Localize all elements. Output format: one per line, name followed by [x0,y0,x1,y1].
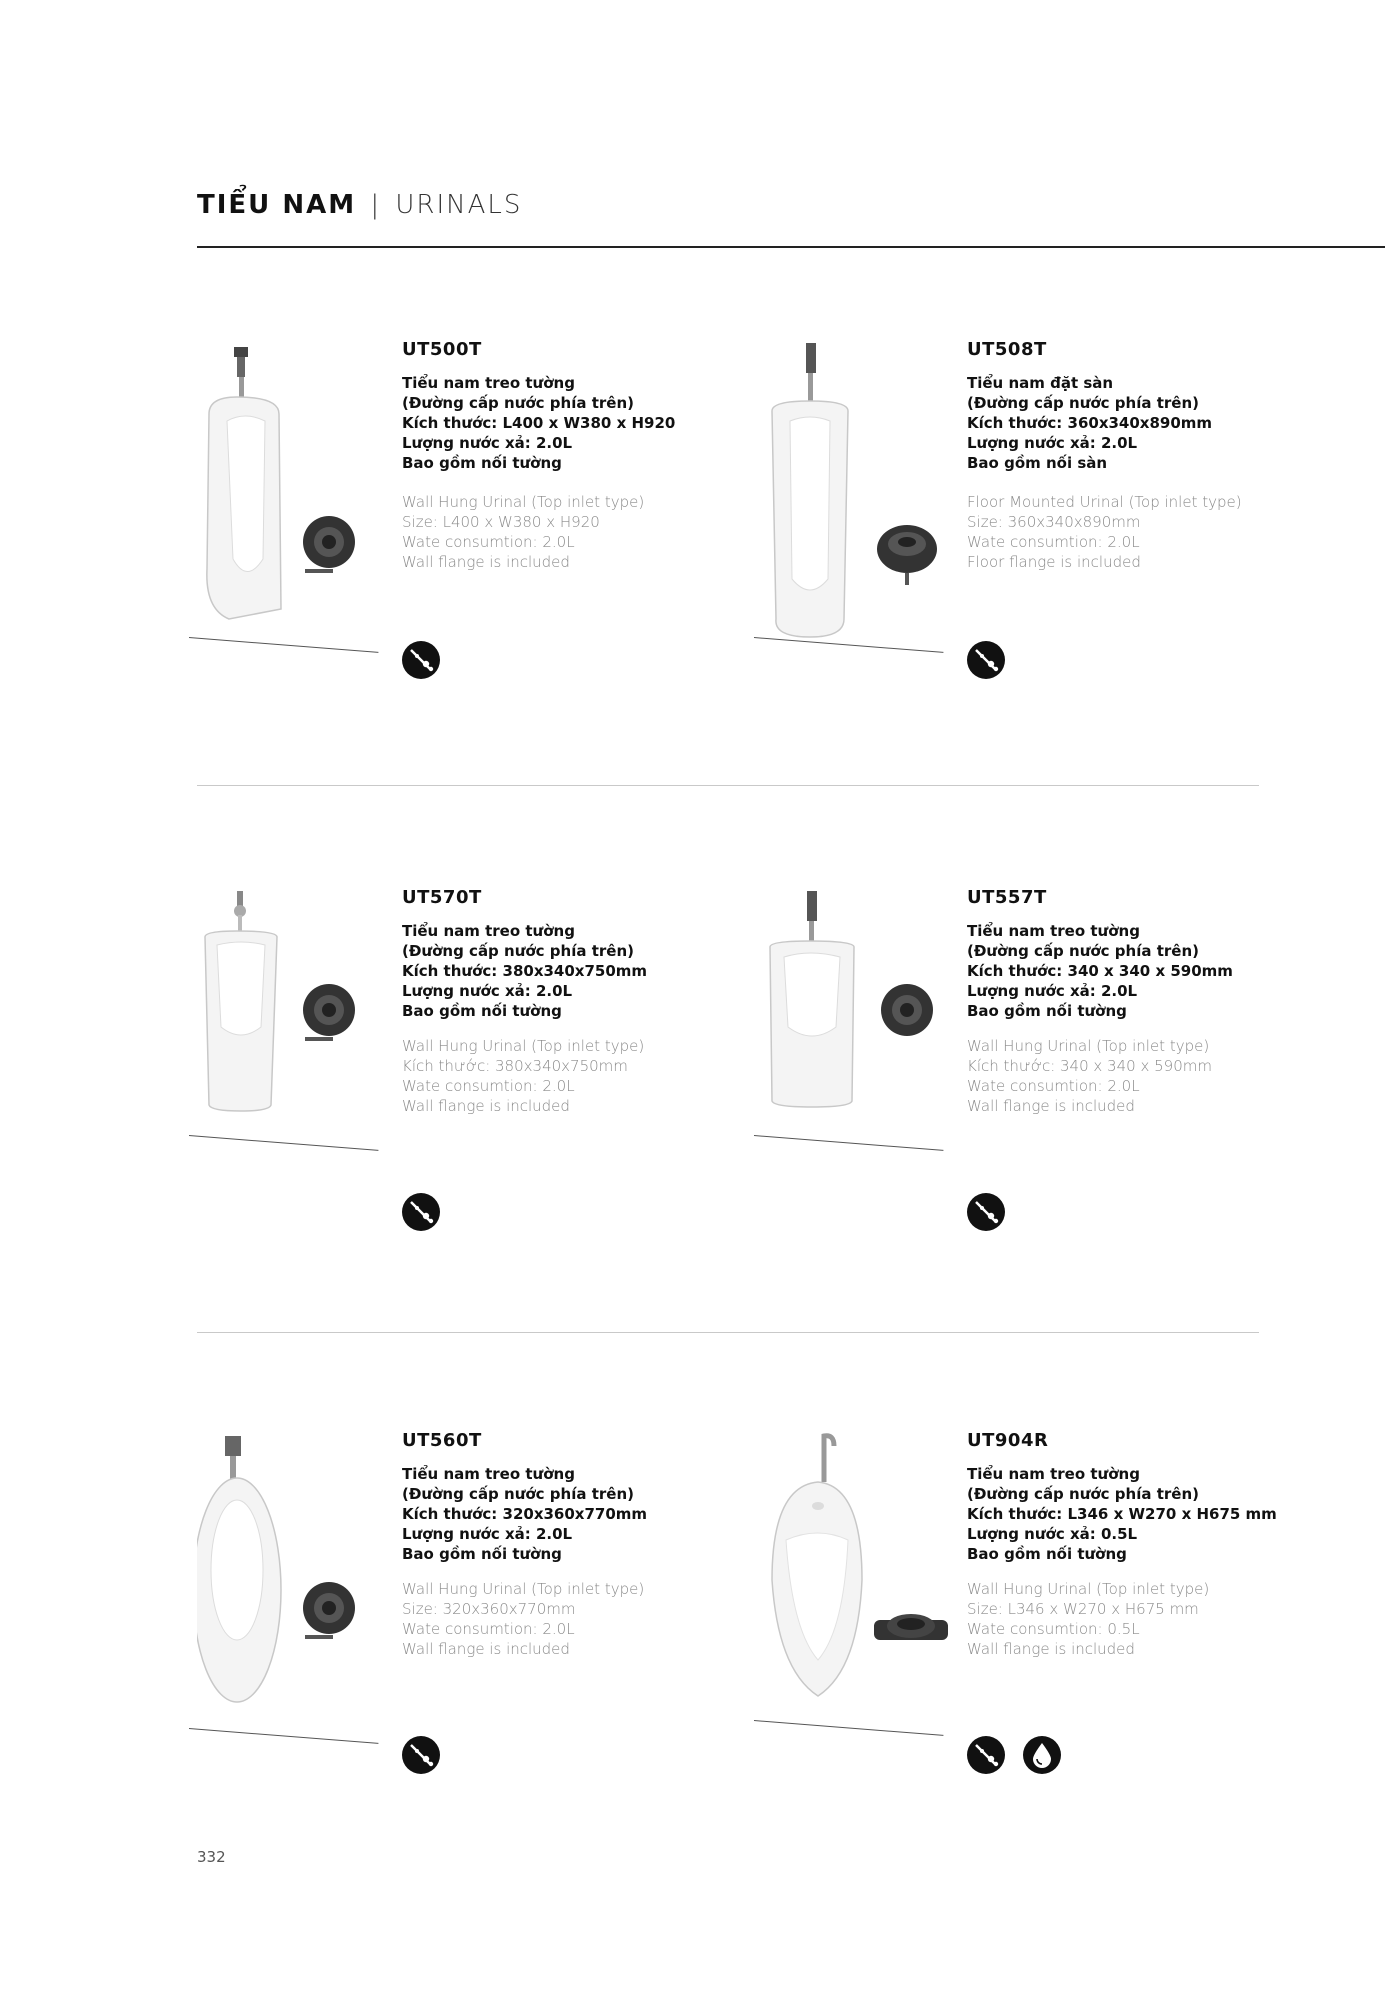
wall-flange-image [303,516,355,573]
product-card [762,887,1322,1267]
wall-urinal-image [197,887,387,1217]
spec-vn-line: Bao gồm nối tường [967,1545,1127,1563]
title-vn: TIỂU NAM [197,190,357,220]
product-image [197,339,387,669]
water-drop-icon [1023,1736,1061,1774]
spec-vn-line: Kích thước: 380x340x750mm [402,962,648,980]
product-code: UT508T [967,339,1047,360]
spec-vn-line: Lượng nước xả: 2.0L [967,982,1138,1000]
spec-vn-line: Bao gồm nối sàn [967,454,1108,472]
specs-vn [967,1464,1327,1564]
spec-vn-line: Tiểu nam treo tường [402,1465,575,1483]
product-card [197,887,757,1267]
row-divider [197,785,1259,786]
spec-vn-line: Kích thước: 360x340x890mm [967,414,1213,432]
product-code: UT904R [967,1430,1049,1451]
spec-en-line: Size: 360x340x890mm [967,513,1141,531]
spec-vn-line: Kích thước: L400 x W380 x H920 [402,414,676,432]
feature-icons [967,641,1005,679]
spec-en-line: Wall Hung Urinal (Top inlet type) [402,1580,645,1598]
product-code: UT500T [402,339,482,360]
specs-en [967,1036,1327,1116]
specs-en [402,1036,762,1116]
specs-vn [967,921,1327,1021]
spec-en-line: Wall Hung Urinal (Top inlet type) [402,1037,645,1055]
product-card [762,1430,1322,1810]
spec-vn-line: Tiểu nam treo tường [402,922,575,940]
anti-bacteria-glaze-icon [967,1193,1005,1231]
spec-en-line: Wall Hung Urinal (Top inlet type) [967,1037,1210,1055]
spec-vn-line: Lượng nước xả: 2.0L [967,434,1138,452]
wall-flange-image [303,984,355,1041]
row-divider [197,1332,1259,1333]
spec-vn-line: Bao gồm nối tường [402,1002,562,1020]
spec-en-line: Floor flange is included [967,553,1141,571]
spec-en-line: Wall flange is included [967,1097,1135,1115]
spec-vn-line: (Đường cấp nước phía trên) [402,394,634,412]
spec-en-line: Wate consumtion: 2.0L [402,533,575,551]
product-info [967,887,1327,1116]
product-info [402,339,762,572]
spec-vn-line: Lượng nước xả: 0.5L [967,1525,1138,1543]
specs-vn [402,921,762,1021]
specs-en [402,1579,762,1659]
spec-en-line: Size: L400 x W380 x H920 [402,513,600,531]
spec-vn-line: Kích thước: 320x360x770mm [402,1505,648,1523]
spec-vn-line: (Đường cấp nước phía trên) [402,1485,634,1503]
spec-en-line: Wate consumtion: 2.0L [402,1077,575,1095]
spec-en-line: Wate consumtion: 2.0L [967,1077,1140,1095]
specs-vn [967,373,1327,473]
spec-vn-line: Tiểu nam treo tường [402,374,575,392]
spec-vn-line: (Đường cấp nước phía trên) [402,942,634,960]
spec-en-line: Wall Hung Urinal (Top inlet type) [402,493,645,511]
specs-vn [402,1464,762,1564]
spec-en-line: Wall flange is included [967,1640,1135,1658]
wall-flange-image [881,984,933,1036]
spec-vn-line: Lượng nước xả: 2.0L [402,982,573,1000]
feature-icons [967,1736,1061,1774]
spec-en-line: Kích thước: 340 x 340 x 590mm [967,1057,1212,1075]
specs-vn [402,373,762,473]
spec-vn-line: (Đường cấp nước phía trên) [967,942,1199,960]
floor-flange-image [877,525,937,585]
spec-en-line: Wate consumtion: 2.0L [402,1620,575,1638]
spec-vn-line: (Đường cấp nước phía trên) [967,1485,1199,1503]
page-number: 332 [197,1848,226,1866]
specs-en [967,492,1327,572]
title-en: URINALS [395,190,523,220]
product-card [197,1430,757,1810]
spec-vn-line: Lượng nước xả: 2.0L [402,1525,573,1543]
product-info [967,339,1327,572]
wall-urinal-image [762,887,952,1217]
specs-en [402,492,762,572]
title-separator: | [370,190,382,220]
spec-vn-line: Lượng nước xả: 2.0L [402,434,573,452]
product-card [762,339,1322,719]
product-info [402,887,762,1116]
spec-vn-line: Bao gồm nối tường [402,454,562,472]
spec-en-line: Size: L346 x W270 x H675 mm [967,1600,1199,1618]
spec-vn-line: Kích thước: L346 x W270 x H675 mm [967,1505,1277,1523]
anti-bacteria-glaze-icon [402,1736,440,1774]
spec-vn-line: Tiểu nam treo tường [967,922,1140,940]
product-image [762,1430,952,1760]
spec-vn-line: Tiểu nam đặt sàn [967,374,1114,392]
anti-bacteria-glaze-icon [402,641,440,679]
anti-bacteria-glaze-icon [402,1193,440,1231]
product-code: UT570T [402,887,482,908]
spec-en-line: Wall flange is included [402,553,570,571]
wall-flange-image [874,1614,948,1640]
wall-urinal-image [762,1430,952,1760]
spec-en-line: Size: 320x360x770mm [402,1600,576,1618]
spec-vn-line: Bao gồm nối tường [967,1002,1127,1020]
product-image [762,887,952,1217]
anti-bacteria-glaze-icon [967,641,1005,679]
feature-icons [402,1193,440,1231]
product-image [197,887,387,1217]
feature-icons [402,641,440,679]
spec-en-line: Kích thước: 380x340x750mm [402,1057,628,1075]
wall-urinal-image [197,1430,387,1760]
spec-en-line: Wall Hung Urinal (Top inlet type) [967,1580,1210,1598]
wall-flange-image [303,1582,355,1639]
product-image [762,339,952,669]
spec-vn-line: (Đường cấp nước phía trên) [967,394,1199,412]
feature-icons [402,1736,440,1774]
product-info [967,1430,1327,1659]
product-code: UT560T [402,1430,482,1451]
spec-vn-line: Kích thước: 340 x 340 x 590mm [967,962,1233,980]
spec-en-line: Wall flange is included [402,1097,570,1115]
spec-vn-line: Tiểu nam treo tường [967,1465,1140,1483]
feature-icons [967,1193,1005,1231]
product-code: UT557T [967,887,1047,908]
title-divider [197,246,1385,248]
spec-vn-line: Bao gồm nối tường [402,1545,562,1563]
spec-en-line: Wate consumtion: 2.0L [967,533,1140,551]
spec-en-line: Floor Mounted Urinal (Top inlet type) [967,493,1242,511]
spec-en-line: Wate consumtion: 0.5L [967,1620,1140,1638]
floor-urinal-image [762,339,952,669]
page-title [197,190,522,220]
product-image [197,1430,387,1760]
product-card [197,339,757,719]
spec-en-line: Wall flange is included [402,1640,570,1658]
specs-en [967,1579,1327,1659]
anti-bacteria-glaze-icon [967,1736,1005,1774]
product-info [402,1430,762,1659]
wall-urinal-image [197,339,387,669]
